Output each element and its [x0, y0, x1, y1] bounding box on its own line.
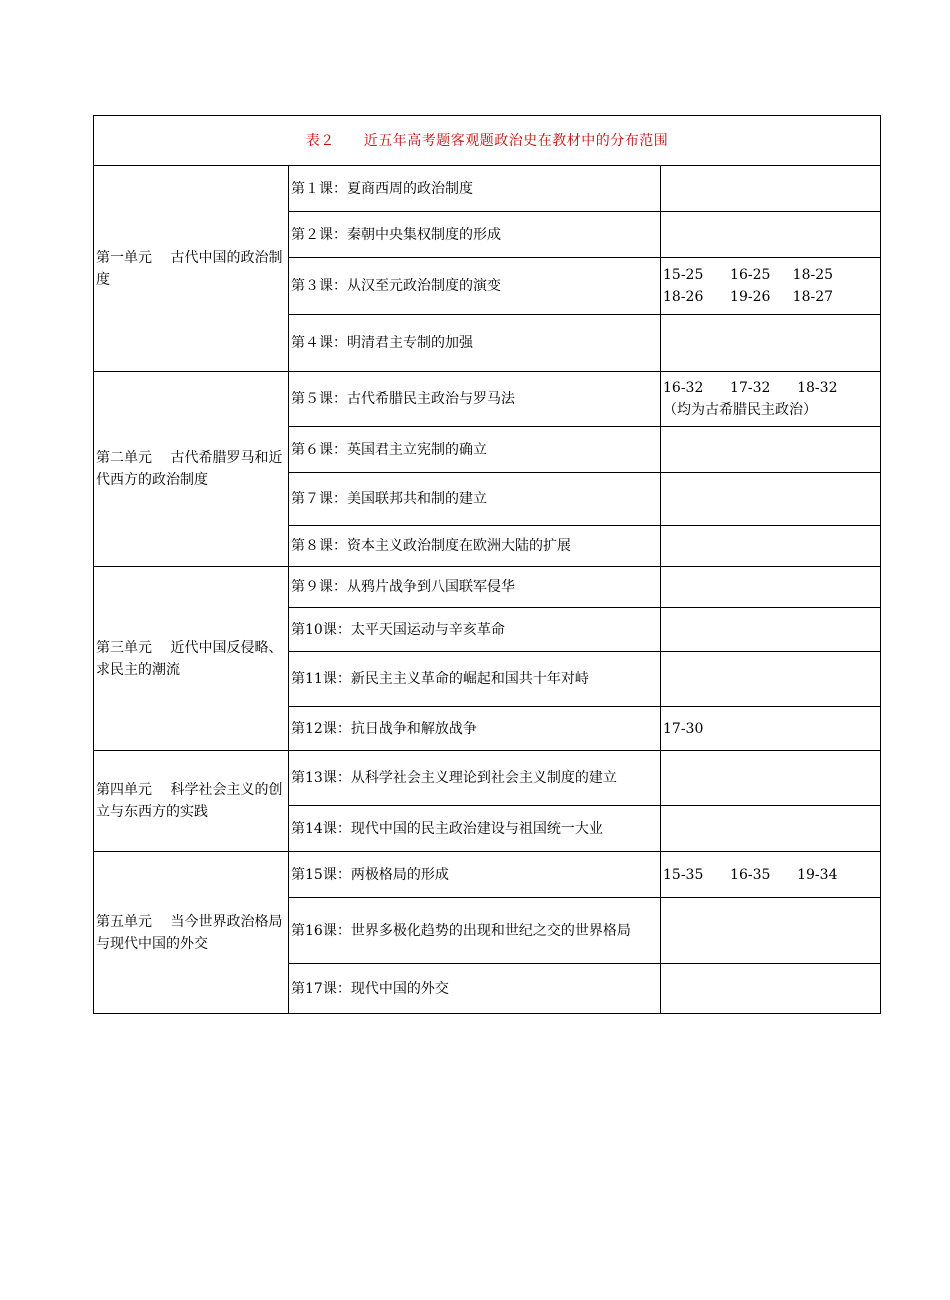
lesson-cell: 第17课：现代中国的外交: [289, 964, 661, 1014]
lesson-cell: 第８课：资本主义政治制度在欧洲大陆的扩展: [289, 526, 661, 567]
unit-cell: 第四单元 科学社会主义的创立与东西方的实践: [94, 751, 289, 852]
reference-cell: 16-32 17-32 18-32 （均为古希腊民主政治）: [661, 372, 881, 427]
reference-cell: [661, 473, 881, 526]
reference-cell: [661, 166, 881, 212]
lesson-cell: 第５课：古代希腊民主政治与罗马法: [289, 372, 661, 427]
reference-cell: [661, 806, 881, 852]
unit-cell: 第一单元 古代中国的政治制度: [94, 166, 289, 372]
reference-cell: [661, 526, 881, 567]
lesson-cell: 第１课：夏商西周的政治制度: [289, 166, 661, 212]
unit-cell: 第三单元 近代中国反侵略、求民主的潮流: [94, 567, 289, 751]
title-row: [94, 116, 881, 166]
reference-cell: [661, 315, 881, 372]
table-row: [94, 166, 881, 212]
lesson-cell: 第９课：从鸦片战争到八国联军侵华: [289, 567, 661, 608]
table-row: [94, 372, 881, 427]
reference-cell: [661, 212, 881, 258]
lesson-cell: 第10课：太平天国运动与辛亥革命: [289, 608, 661, 652]
lesson-cell: 第15课：两极格局的形成: [289, 852, 661, 898]
lesson-cell: 第14课：现代中国的民主政治建设与祖国统一大业: [289, 806, 661, 852]
reference-cell: 15-25 16-25 18-25 18-26 19-26 18-27: [661, 258, 881, 315]
unit-cell: 第二单元 古代希腊罗马和近代西方的政治制度: [94, 372, 289, 567]
reference-cell: [661, 652, 881, 707]
table-title: 表２ 近五年高考题客观题政治史在教材中的分布范围: [94, 116, 881, 166]
lesson-cell: 第６课：英国君主立宪制的确立: [289, 427, 661, 473]
table-row: [94, 567, 881, 608]
lesson-cell: 第12课：抗日战争和解放战争: [289, 707, 661, 751]
reference-cell: 15-35 16-35 19-34: [661, 852, 881, 898]
lesson-cell: 第16课：世界多极化趋势的出现和世纪之交的世界格局: [289, 898, 661, 964]
reference-cell: 17-30: [661, 707, 881, 751]
lesson-cell: 第７课：美国联邦共和制的建立: [289, 473, 661, 526]
reference-cell: [661, 964, 881, 1014]
distribution-table: [93, 115, 881, 1014]
reference-cell: [661, 751, 881, 806]
table-row: [94, 852, 881, 898]
reference-cell: [661, 608, 881, 652]
table-row: [94, 751, 881, 806]
lesson-cell: 第11课：新民主主义革命的崛起和国共十年对峙: [289, 652, 661, 707]
reference-cell: [661, 567, 881, 608]
lesson-cell: 第２课：秦朝中央集权制度的形成: [289, 212, 661, 258]
lesson-cell: 第４课：明清君主专制的加强: [289, 315, 661, 372]
lesson-cell: 第13课：从科学社会主义理论到社会主义制度的建立: [289, 751, 661, 806]
reference-cell: [661, 898, 881, 964]
reference-cell: [661, 427, 881, 473]
unit-cell: 第五单元 当今世界政治格局与现代中国的外交: [94, 852, 289, 1014]
lesson-cell: 第３课：从汉至元政治制度的演变: [289, 258, 661, 315]
